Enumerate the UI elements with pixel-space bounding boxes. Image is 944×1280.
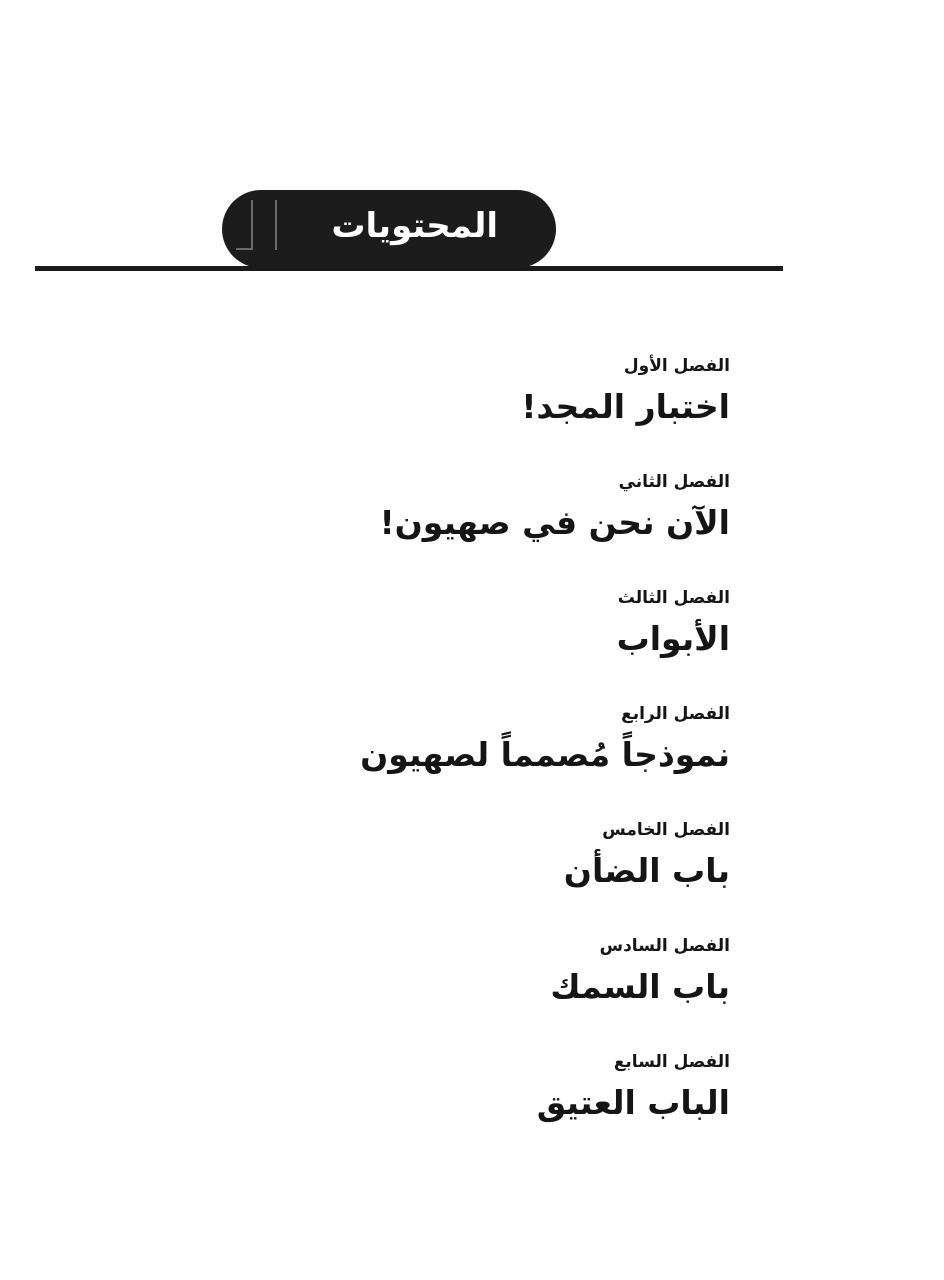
chapter-label: الفصل السادس (599, 936, 730, 956)
decorative-bar (236, 248, 252, 250)
chapter-label: الفصل الثاني (618, 472, 730, 492)
chapter-title: الأبواب (616, 619, 730, 658)
chapter-title: باب الضأن (563, 851, 730, 890)
chapter-label: الفصل السابع (613, 1052, 730, 1072)
toc-entry-3[interactable] (130, 584, 730, 700)
chapter-label: الفصل الخامس (602, 820, 730, 840)
chapter-title: نموذجاً مُصمماً لصهيون (360, 735, 730, 774)
toc-entry-1[interactable] (130, 352, 730, 468)
chapter-label: الفصل الثالث (617, 588, 730, 608)
chapter-title: اختبار المجد! (521, 387, 730, 426)
chapter-title: باب السمك (550, 967, 730, 1006)
chapter-title: الباب العتيق (536, 1083, 730, 1122)
chapter-title: الآن نحن في صهيون! (379, 503, 730, 542)
toc-entry-4[interactable] (130, 700, 730, 816)
chapter-label: الفصل الأول (623, 356, 730, 376)
toc-entry-5[interactable] (130, 816, 730, 932)
chapter-label: الفصل الرابع (621, 704, 730, 724)
table-of-contents (130, 352, 730, 1164)
toc-entry-7[interactable] (130, 1048, 730, 1164)
page-title: المحتويات (331, 206, 498, 246)
toc-entry-6[interactable] (130, 932, 730, 1048)
decorative-bar (275, 200, 277, 250)
contents-title-badge (222, 190, 556, 268)
toc-entry-2[interactable] (130, 468, 730, 584)
decorative-bar (251, 200, 253, 250)
